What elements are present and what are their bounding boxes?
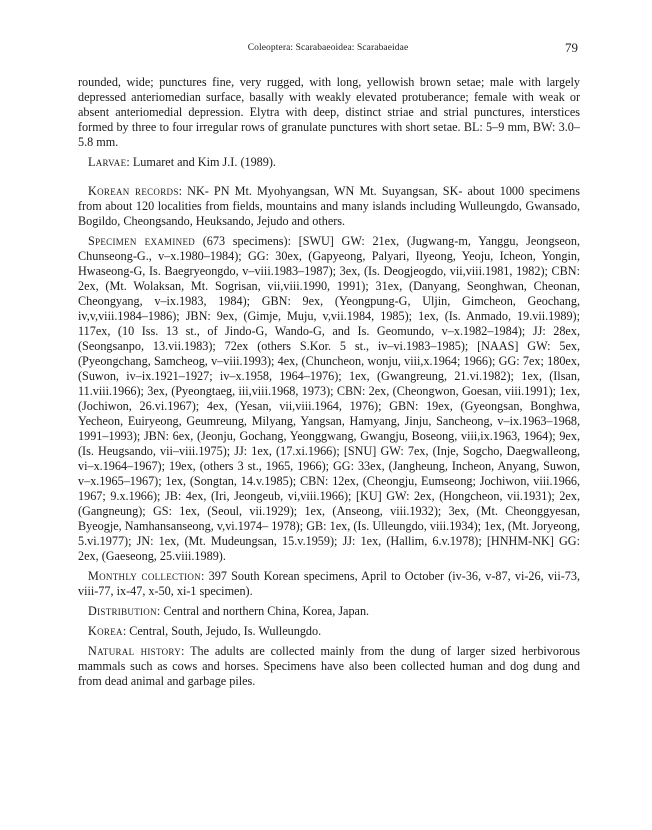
- natural-history-paragraph: Natural history: The adults are collected mainly from the dung of larger sized herbivorous mammals such as cows and horses. Specimens have also been collected human and dog dung and from dead animal and garbage piles.: [78, 644, 580, 688]
- monthly-collection-label: Monthly collection: [88, 569, 202, 583]
- larvae-text: Lumaret and Kim J.I. (1989).: [132, 155, 276, 169]
- distribution-label: Distribution: [88, 604, 157, 618]
- larvae-paragraph: Larvae: Lumaret and Kim J.I. (1989).: [88, 155, 276, 169]
- distribution-text: Central and northern China, Korea, Japan.: [163, 604, 370, 618]
- body-text: [78, 75, 580, 694]
- korea-text: Central, South, Jejudo, Is. Wulleungdo.: [129, 624, 322, 638]
- description-text: rounded, wide; punctures fine, very rugged, with long, yellowish brown setae; male with largely depressed anteriomedian surface, basally with weakly elevated protuberance; female with weak or absent anteriomedial depression. Elytra with deep, distinct striae and strial punctures, interstices formed by three to four irregular rows of granulate punctures with short setae. BL: 5–9 mm, BW: 3.0–5.8 mm.: [78, 75, 580, 149]
- natural-history-label: Natural history: [88, 644, 182, 658]
- running-head: Coleoptera: Scarabaeoidea: Scarabaeidae: [247, 43, 409, 53]
- monthly-collection-paragraph: Monthly collection: 397 South Korean specimens, April to October (iv-36, v-87, vi-26, vii-73, viii-77, ix-47, x-50, xi-1 specimen).: [78, 569, 580, 598]
- specimens-examined-text: (673 specimens): [SWU] GW: 21ex, (Jugwang-m, Yanggu, Jeongseon, Chunseong-G., v–x.1980–1984); GG: 30ex, (Gapyeong, Palyari, Ilyeong, Yeoju, Icheon, Yongin, Hwaseong-G, Is. Baegryeongdo, v–viii.1983–1987); 3ex, (Is. Deogjeogdo, vii,viii.1981, 1982); CBN: 2ex, (Mt. Wolaksan, Mt. Sogrisan, vii,viii.1990, 1991); 31ex, (Danyang, Seonghwan, Cheonan, Cheongyang, v–ix.1983, 1984); GBN: 9ex, (Yeongpung-G, Uljin, Gimcheon, Geochang, iv,v,viii.1984–1986); JBN: 9ex, (Gimje, Muju, v,vii.1984, 1985); 1ex, (Is. Anmado, 19.vii.1989); 117ex, (10 Iss. 13 st., of Jindo-G, Wando-G, and Is. Geomundo, v–x.1982–1984); JJ: 28ex, (Seongsanpo, 13.vii.1983); 72ex (others S.Kor. 5 st., iv–vi.1983–1985); [NAAS] GW: 5ex, (Pyeongchang, Samcheog, v–viii.1993); 4ex, (Chuncheon, wonju, viii,x.1964; 1966); GG: 7ex; 180ex, (Suwon, iv–ix.1921–1927; iv–x.1958, 1964–1976); 1ex, (Gwangreung, 21.vi.1982); 1ex, (Ilsan, 11.viii.1966); 3ex, (Pyeongtaeg, iii,viii.1968, 1973); CBN: 2ex, (Cheongwon, Goesan, viii.1991); 1ex, (Jochiwon, 26.vi.1967); 4ex, (Yesan, vii,viii.1964, 1976); GBN: 19ex, (Gyeongsan, Bonghwa, Yecheon, Euiryeong, Geumreung, Milyang, Yangsan, Hamyang, Jinju, Sancheong, v–ix.1963–1968, 1991–1993); JBN: 6ex, (Jeonju, Gochang, Yeonggwang, Gwangju, Boseong, viii,ix.1963, 1964); 9ex, (Is. Heugsando, vii–viii.1975); JJ: 1ex, (17.xi.1966); [SNU] GW: 7ex, (Inje, Sogcho, Daegwalleong, vi–x.1964–1967); 19ex, (others 3 st., 1965, 1966); GG: 33ex, (Jangheung, Incheon, Anyang, Suwon, v–x.1965–1967); 1ex, (Songtan, 14.v.1985); CBN: 12ex, (Cheongju, Eumseong; Jochiwon, viii.1966, 1967; 9.x.1966); JB: 4ex, (Iri, Jeongeub, vi,viii.1966); [KU] GW: 2ex, (Hongcheon, vii.1931); 2ex, (Gangneung); GS: 1ex, (Seoul, vii.1929); 1ex, (Anseong, viii.1932); 3ex, (Mt. Cheonggyesan, Byeogje, Namhansanseong, v,vi.1974– 1978); GB: 1ex, (Is. Ulleungdo, viii.1934); 1ex, (Mt. Joryeong, 5.vi.1977); JN: 1ex, (Mt. Mudeungsan, 15.v.1959); JJ: 1ex, (Hallim, 6.v.1978); [HNHM-NK] GG: 2ex, (Gaeseong, 25.viii.1989).: [78, 234, 581, 563]
- korean-records-label: Korean records: [88, 184, 179, 198]
- korean-records-paragraph: Korean records: NK- PN Mt. Myohyangsan, WN Mt. Suyangsan, SK- about 1000 specimens from about 120 localities from fields, mountains and many islands including Wulleungdo, Gwansado, Bogildo, Cheongsando, Heuksando, Jejudo and others.: [78, 184, 581, 228]
- specimens-examined-paragraph: [78, 234, 580, 564]
- korea-label: Korea: [88, 624, 123, 638]
- description-paragraph: [78, 75, 580, 150]
- natural-history-text: The adults are collected mainly from the dung of larger sized herbivorous mammals such as cows and horses. Specimens have also been collected human and dog dung and from dead animal and garbage piles.: [78, 644, 580, 688]
- larvae-label: Larvae: [88, 155, 127, 169]
- korean-records-text: NK- PN Mt. Myohyangsan, WN Mt. Suyangsan, SK- about 1000 specimens from about 120 localities from fields, mountains and many islands including Wulleungdo, Gwansado, Bogildo, Cheongsando, Heuksando, Jejudo and others.: [78, 184, 581, 228]
- korea-paragraph: Korea: Central, South, Jejudo, Is. Wulleungdo.: [88, 624, 322, 638]
- distribution-paragraph: Distribution: Central and northern China, Korea, Japan.: [88, 604, 370, 618]
- specimens-examined-label: Specimen examined: [88, 234, 196, 248]
- monthly-collection-text: 397 South Korean specimens, April to October (iv-36, v-87, vi-26, vii-73, viii-77, ix-47, x-50, xi-1 specimen).: [78, 569, 580, 598]
- page-header: [78, 40, 578, 56]
- page-number: 79: [565, 40, 578, 55]
